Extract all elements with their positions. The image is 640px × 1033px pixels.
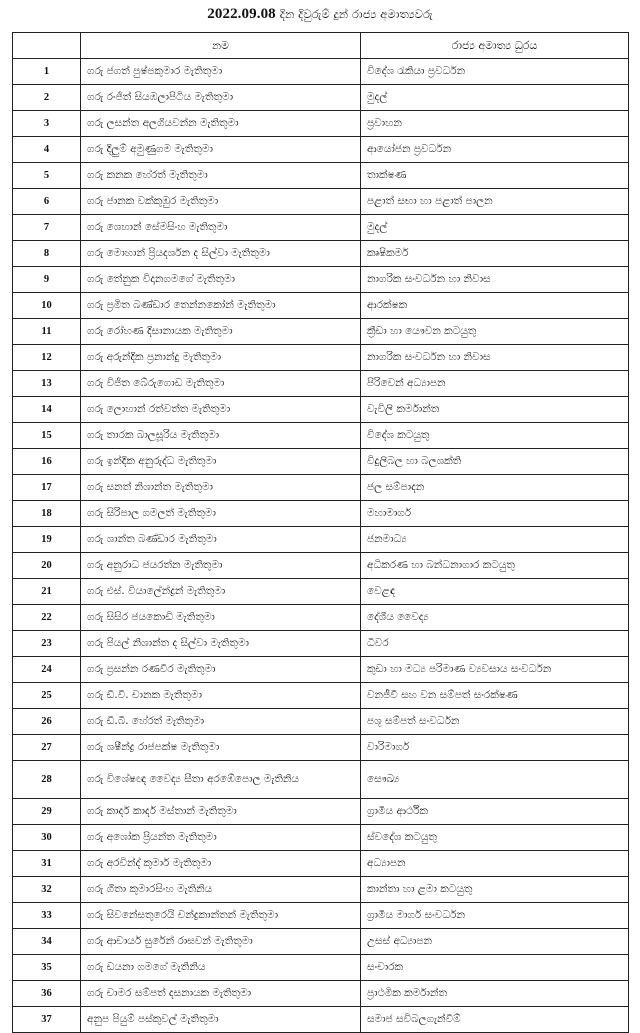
row-number: 35 <box>13 955 81 981</box>
ministry-portfolio: ස්වදේශ කටයුතු <box>361 825 629 851</box>
row-number: 30 <box>13 825 81 851</box>
row-number: 10 <box>13 293 81 319</box>
ministry-portfolio: මුදල් <box>361 215 629 241</box>
ministry-portfolio: අධ්‍යාපන <box>361 851 629 877</box>
table-row <box>13 851 629 877</box>
minister-name: ගරු විශේෂඥ වෛද්‍ය සීතා අරඹේපොල මැතිනිය <box>81 761 361 799</box>
ministry-portfolio: පිරිවෙන් අධ්‍යාපන <box>361 371 629 397</box>
title-date: 2022.09.08 <box>207 5 276 22</box>
table-row <box>13 605 629 631</box>
minister-name: අනුප පියුම් පස්කුවල් මැතිතුමා <box>81 1007 361 1033</box>
table-row <box>13 111 629 137</box>
ministry-portfolio: සංචාරක <box>361 955 629 981</box>
table-body <box>13 59 629 1033</box>
ministry-portfolio: පළාත් සභා හා පළාත් පාලන <box>361 189 629 215</box>
minister-name: ගරු විජිත බේරුගොඩ මැතිතුමා <box>81 371 361 397</box>
row-number: 24 <box>13 657 81 683</box>
minister-name: ගරු ඉන්දික අනුරුද්ධ මැතිතුමා <box>81 449 361 475</box>
ministry-portfolio: වාරිමාර්ග <box>361 735 629 761</box>
table-row <box>13 799 629 825</box>
ministry-portfolio: ක්‍රීඩා හා යෞවන කටයුතු <box>361 319 629 345</box>
column-header-name: නම <box>81 33 361 59</box>
row-number: 2 <box>13 85 81 111</box>
ministry-portfolio: විදේශ කටයුතු <box>361 423 629 449</box>
table-row <box>13 683 629 709</box>
minister-name: ගරු ලසන්ත අලගියවන්න මැතිතුමා <box>81 111 361 137</box>
row-number: 28 <box>13 761 81 799</box>
ministry-portfolio: ආරක්ෂක <box>361 293 629 319</box>
ministry-portfolio: අධිකරණ හා බන්ධනාගාර කටයුතු <box>361 553 629 579</box>
table-row <box>13 761 629 799</box>
minister-name: ගරු තාරක බාලසූරිය මැතිතුමා <box>81 423 361 449</box>
table-row <box>13 397 629 423</box>
minister-name: ගරු ලොහාන් රත්වත්ත මැතිතුමා <box>81 397 361 423</box>
ministry-portfolio: ජනමාධ්‍ය <box>361 527 629 553</box>
minister-name: ගරු ශෙහාන් සේමසිංහ මැතිතුමා <box>81 215 361 241</box>
ministry-portfolio: ප්‍රාථමික කර්මාන්ත <box>361 981 629 1007</box>
ministry-portfolio: තාක්ෂණ <box>361 163 629 189</box>
ministry-portfolio: කුඩා හා මධ්‍ය පරිමාණ ව්‍යවසාය සංවර්ධන <box>361 657 629 683</box>
row-number: 22 <box>13 605 81 631</box>
row-number: 9 <box>13 267 81 293</box>
title-text: දින දිවුරුම් දුන් රාජ්‍ය අමාත්‍යවරු <box>279 6 433 21</box>
minister-name: ගරු ආචාර්ය සුරේන් රාඝවන් මැතිතුමා <box>81 929 361 955</box>
minister-name: ගරු ප්‍රසන්න රණවීර මැතිතුමා <box>81 657 361 683</box>
table-row <box>13 981 629 1007</box>
minister-name: ගරු ප්‍රමිත බණ්ඩාර තෙන්නකෝන් මැතිතුමා <box>81 293 361 319</box>
minister-name: ගරු ඩී.වී. චානක මැතිතුමා <box>81 683 361 709</box>
minister-name: ගරු අනුරාධ ජයරත්න මැතිතුමා <box>81 553 361 579</box>
ministers-table <box>12 32 629 1033</box>
table-row <box>13 137 629 163</box>
table-row <box>13 163 629 189</box>
table-row <box>13 501 629 527</box>
ministry-portfolio: ග්‍රාමීය ආර්ථික <box>361 799 629 825</box>
ministry-portfolio: ග්‍රාමීය මාර්ග සංවර්ධන <box>361 903 629 929</box>
table-row <box>13 189 629 215</box>
row-number: 23 <box>13 631 81 657</box>
ministry-portfolio: වෙළඳ <box>361 579 629 605</box>
ministry-portfolio: නාගරික සංවර්ධන හා නිවාස <box>361 267 629 293</box>
row-number: 21 <box>13 579 81 605</box>
row-number: 32 <box>13 877 81 903</box>
minister-name: ගරු සිවනේසතුරෙයි චන්ද්‍රකාන්තන් මැතිතුමා <box>81 903 361 929</box>
ministry-portfolio: කෘෂිකර්ම <box>361 241 629 267</box>
row-number: 25 <box>13 683 81 709</box>
minister-name: ගරු සිසිර ජයකොඩි මැතිතුමා <box>81 605 361 631</box>
minister-name: ගරු ශෂීන්ද්‍ර රාජපක්ෂ මැතිතුමා <box>81 735 361 761</box>
table-row <box>13 241 629 267</box>
table-row <box>13 527 629 553</box>
table-row <box>13 59 629 85</box>
table-row <box>13 955 629 981</box>
row-number: 36 <box>13 981 81 1007</box>
table-row <box>13 579 629 605</box>
row-number: 31 <box>13 851 81 877</box>
row-number: 16 <box>13 449 81 475</box>
minister-name: ගරු කාදර් කාදර් මස්තාන් මැතිතුමා <box>81 799 361 825</box>
table-row <box>13 657 629 683</box>
row-number: 3 <box>13 111 81 137</box>
table-row <box>13 449 629 475</box>
minister-name: ගරු පියල් නිශාන්ත ද සිල්වා මැතිතුමා <box>81 631 361 657</box>
row-number: 11 <box>13 319 81 345</box>
minister-name: ගරු අශෝක ප්‍රියන්ත මැතිතුමා <box>81 825 361 851</box>
row-number: 1 <box>13 59 81 85</box>
row-number: 33 <box>13 903 81 929</box>
table-row <box>13 929 629 955</box>
table-row <box>13 215 629 241</box>
table-row <box>13 631 629 657</box>
table-row <box>13 85 629 111</box>
ministry-portfolio: ප්‍රවාහන <box>361 111 629 137</box>
row-number: 8 <box>13 241 81 267</box>
minister-name: ගරු චාමර සම්පත් දසනායක මැතිතුමා <box>81 981 361 1007</box>
row-number: 20 <box>13 553 81 579</box>
minister-name: ගරු සිරිපාල ගමලත් මැතිතුමා <box>81 501 361 527</box>
minister-name: ගරු රෝහණ දිසානායක මැතිතුමා <box>81 319 361 345</box>
ministry-portfolio: දේශීය වෛද්‍ය <box>361 605 629 631</box>
table-row <box>13 877 629 903</box>
ministry-portfolio: නාගරික සංවර්ධන හා නිවාස <box>361 345 629 371</box>
ministry-portfolio: මහාමාර්ග <box>361 501 629 527</box>
minister-name: ගරු ගීතා කුමාරසිංහ මැතිනිය <box>81 877 361 903</box>
minister-name: ගරු කනක හේරත් මැතිතුමා <box>81 163 361 189</box>
row-number: 15 <box>13 423 81 449</box>
table-row <box>13 319 629 345</box>
row-number: 6 <box>13 189 81 215</box>
row-number: 7 <box>13 215 81 241</box>
minister-name: ගරු ශාන්ත බණ්ඩාර මැතිතුමා <box>81 527 361 553</box>
table-row <box>13 709 629 735</box>
minister-name: ගරු ජගත් පුෂ්පකුමාර මැතිතුමා <box>81 59 361 85</box>
ministry-portfolio: වැවිලි කර්මාන්ත <box>361 397 629 423</box>
ministry-portfolio: උසස් අධ්‍යාපන <box>361 929 629 955</box>
table-row <box>13 903 629 929</box>
row-number: 18 <box>13 501 81 527</box>
row-number: 12 <box>13 345 81 371</box>
table-row <box>13 345 629 371</box>
minister-name: ගරු රංජිත් සියඹලාපිටිය මැතිතුමා <box>81 85 361 111</box>
minister-name: ගරු ඩයනා ගමගේ මැතිනිය <box>81 955 361 981</box>
row-number: 26 <box>13 709 81 735</box>
row-number: 37 <box>13 1007 81 1033</box>
ministry-portfolio: විදුලිබල හා බලශක්ති <box>361 449 629 475</box>
row-number: 17 <box>13 475 81 501</box>
ministry-portfolio: විදේශ රැකියා ප්‍රවර්ධන <box>361 59 629 85</box>
ministry-portfolio: ආයෝජන ප්‍රවර්ධන <box>361 137 629 163</box>
table-row <box>13 735 629 761</box>
row-number: 19 <box>13 527 81 553</box>
minister-name: ගරු මොහාන් ප්‍රියදර්ශන ද සිල්වා මැතිතුමා <box>81 241 361 267</box>
row-number: 5 <box>13 163 81 189</box>
minister-name: ගරු තේනුක විදානගමගේ මැතිතුමා <box>81 267 361 293</box>
row-number: 14 <box>13 397 81 423</box>
ministry-portfolio: ජල සම්පාදන <box>361 475 629 501</box>
minister-name: ගරු සනත් නිශාන්ත මැතිතුමා <box>81 475 361 501</box>
row-number: 34 <box>13 929 81 955</box>
minister-name: ගරු එස්. වියාලේන්ද්‍රන් මැතිතුමා <box>81 579 361 605</box>
document-title <box>0 0 640 28</box>
row-number: 27 <box>13 735 81 761</box>
minister-name: ගරු අරවින්ද් කුමාර් මැතිතුමා <box>81 851 361 877</box>
minister-name: ගරු අරුන්දික ප්‍රනාන්දු මැතිතුමා <box>81 345 361 371</box>
row-number: 29 <box>13 799 81 825</box>
table-row <box>13 553 629 579</box>
minister-name: ගරු ජානක වක්කුඹුර මැතිතුමා <box>81 189 361 215</box>
column-header-number <box>13 33 81 59</box>
minister-name: ගරු දිලුම් අමුණුගම මැතිතුමා <box>81 137 361 163</box>
ministry-portfolio: පශු සම්පත් සංවර්ධන <box>361 709 629 735</box>
ministry-portfolio: ධීවර <box>361 631 629 657</box>
table-row <box>13 267 629 293</box>
table-row <box>13 475 629 501</box>
column-header-portfolio: රාජ්‍ය අමාත්‍ය ධුරය <box>361 33 629 59</box>
ministry-portfolio: සෞඛ්‍ය <box>361 761 629 799</box>
table-row <box>13 293 629 319</box>
table-row <box>13 825 629 851</box>
ministry-portfolio: වනජීවී සහ වන සම්පත් සංරක්ෂණ <box>361 683 629 709</box>
ministry-portfolio: සමාජ සවිබලගැන්වීම් <box>361 1007 629 1033</box>
row-number: 4 <box>13 137 81 163</box>
table-row <box>13 423 629 449</box>
table-row <box>13 371 629 397</box>
table-header-row <box>13 33 629 59</box>
row-number: 13 <box>13 371 81 397</box>
minister-name: ගරු ඩී.බී. හේරත් මැතිතුමා <box>81 709 361 735</box>
ministry-portfolio: මුදල් <box>361 85 629 111</box>
ministry-portfolio: කාන්තා හා ළමා කටයුතු <box>361 877 629 903</box>
